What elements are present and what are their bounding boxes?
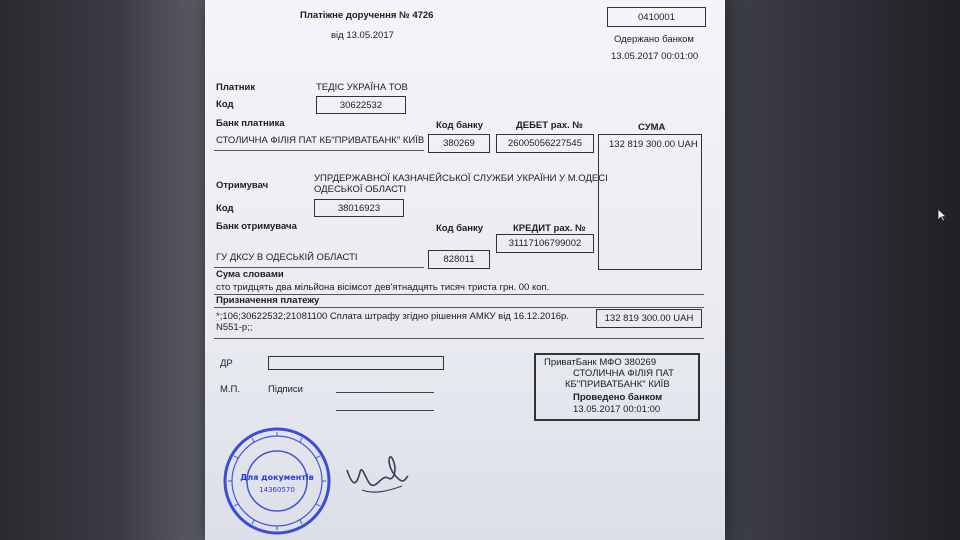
credit-account-label: КРЕДИТ рах. № (513, 223, 586, 234)
signatures-label: Підписи (268, 384, 303, 395)
bank-stamp-status: Проведено банком (573, 392, 663, 403)
form-code-box: 0410001 (607, 7, 706, 27)
payer-bank-code-label: Код банку (436, 120, 484, 131)
payer-label: Платник (216, 82, 256, 93)
amount-box (598, 134, 702, 270)
recipient-code-label: Код (216, 203, 234, 214)
amount-words-text: сто тридцять два мільйона вісімсот дев'ятнадцять тисяч триста грн. 00 коп. (216, 282, 550, 293)
recipient-bank-code-box: 828011 (428, 250, 490, 269)
recipient-name-line1: УПРДЕРЖАВНОЇ КАЗНАЧЕЙСЬКОЇ СЛУЖБИ УКРАЇНИ У М.ОДЕСІ (314, 173, 608, 184)
mouse-cursor-icon (937, 208, 947, 222)
payer-name: ТЕДІС УКРАЇНА ТОВ (316, 82, 408, 93)
received-by-bank-label: Одержано банком (614, 34, 694, 45)
recipient-label: Отримувач (216, 180, 269, 191)
recipient-name-line2: ОДЕСЬКОЇ ОБЛАСТІ (314, 184, 407, 195)
handwritten-signature (342, 450, 412, 500)
signature-line-2 (336, 410, 434, 411)
recipient-bank-underline (214, 267, 424, 268)
purpose-bottom-divider (214, 338, 704, 339)
purpose-line1: *;106;30622532;21081100 Сплата штрафу згідно рішення АМКУ від 16.12.2016р. (216, 311, 569, 322)
mp-label: М.П. (220, 384, 241, 395)
company-seal (222, 426, 332, 536)
seal-code: 14360570 (259, 486, 295, 494)
debit-account-label: ДЕБЕТ рах. № (516, 120, 583, 131)
payer-bank-code-box: 380269 (428, 134, 490, 153)
dr-label: ДР (220, 358, 233, 369)
document-title: Платіжне доручення № 4726 (300, 10, 434, 21)
received-datetime: 13.05.2017 00:01:00 (611, 51, 699, 62)
purpose-label: Призначення платежу (216, 295, 320, 306)
dr-field (268, 356, 444, 370)
seal-center-text: Для документів (240, 473, 314, 482)
purpose-amount-box: 132 819 300.00 UAH (596, 309, 702, 328)
bank-stamp-line3: КБ"ПРИВАТБАНК" КИЇВ (565, 379, 670, 390)
credit-account-box: 31117106799002 (496, 234, 594, 253)
recipient-bank-name: ГУ ДКСУ В ОДЕСЬКІЙ ОБЛАСТІ (216, 252, 358, 263)
document-date: від 13.05.2017 (331, 30, 394, 41)
purpose-divider (214, 307, 704, 308)
signature-line-1 (336, 392, 434, 393)
amount-label: СУМА (638, 122, 666, 133)
payer-bank-underline (214, 150, 424, 151)
debit-account-box: 26005056227545 (496, 134, 594, 153)
bank-stamp-datetime: 13.05.2017 00:01:00 (573, 404, 661, 415)
purpose-line2: N551-р;; (216, 322, 253, 333)
payer-code-box: 30622532 (316, 96, 406, 114)
bank-stamp-line1: ПриватБанк МФО 380269 (544, 357, 657, 368)
amount-value: 132 819 300.00 UAH (609, 139, 698, 150)
payer-code-label: Код (216, 99, 234, 110)
payer-bank-label: Банк платника (216, 118, 285, 129)
recipient-code-box: 38016923 (314, 199, 404, 217)
recipient-bank-label: Банк отримувача (216, 221, 297, 232)
payer-bank-name: СТОЛИЧНА ФІЛІЯ ПАТ КБ"ПРИВАТБАНК" КИЇВ (216, 135, 425, 146)
bank-stamp-line2: СТОЛИЧНА ФІЛІЯ ПАТ (573, 368, 674, 379)
amount-words-label: Сума словами (216, 269, 284, 280)
recipient-bank-code-label: Код банку (436, 223, 484, 234)
